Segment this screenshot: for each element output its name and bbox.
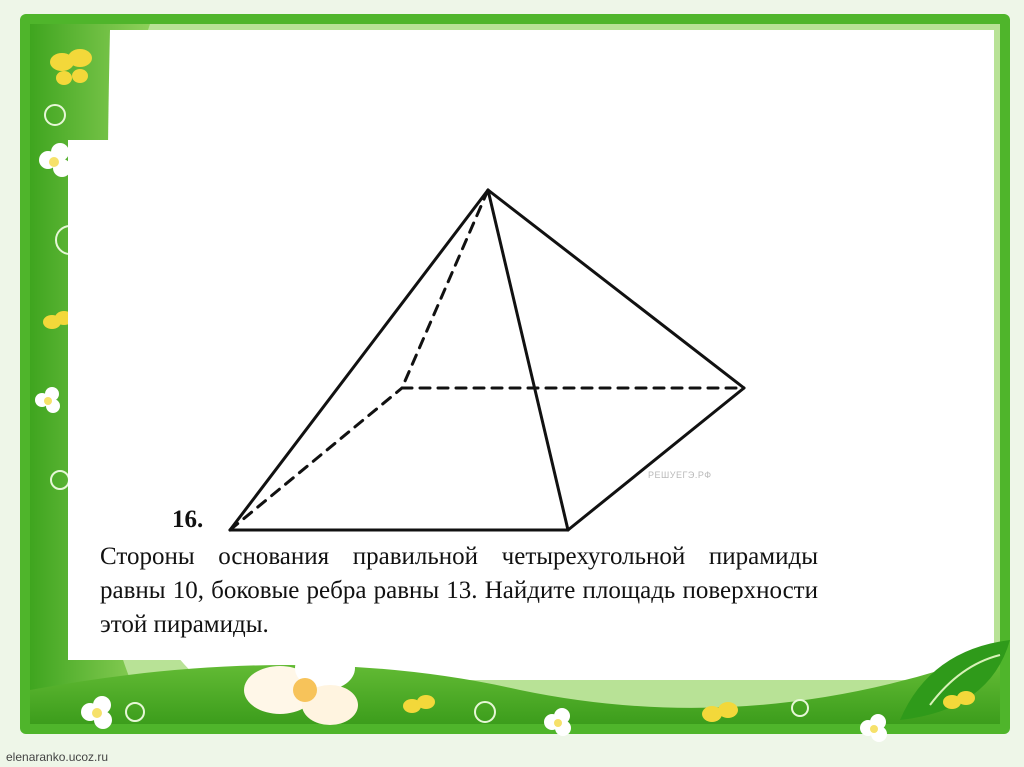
watermark: РЕШУЕГЭ.РФ: [648, 470, 712, 480]
pyramid-hidden-edge: [230, 388, 402, 530]
problem-text: Стороны основания правильной четырехугольной пирамиды равны 10, боковые ребра равны 13. Найдите площадь поверхности этой пирамиды.: [100, 543, 818, 638]
pyramid-diagram: [68, 140, 836, 540]
pyramid-edge: [568, 388, 744, 530]
site-caption: elenaranko.ucoz.ru: [6, 750, 109, 764]
pyramid-edge: [230, 190, 488, 530]
pyramid-hidden-edge: [402, 190, 488, 388]
problem-number: 16.: [172, 506, 204, 533]
problem-card: [68, 140, 836, 660]
